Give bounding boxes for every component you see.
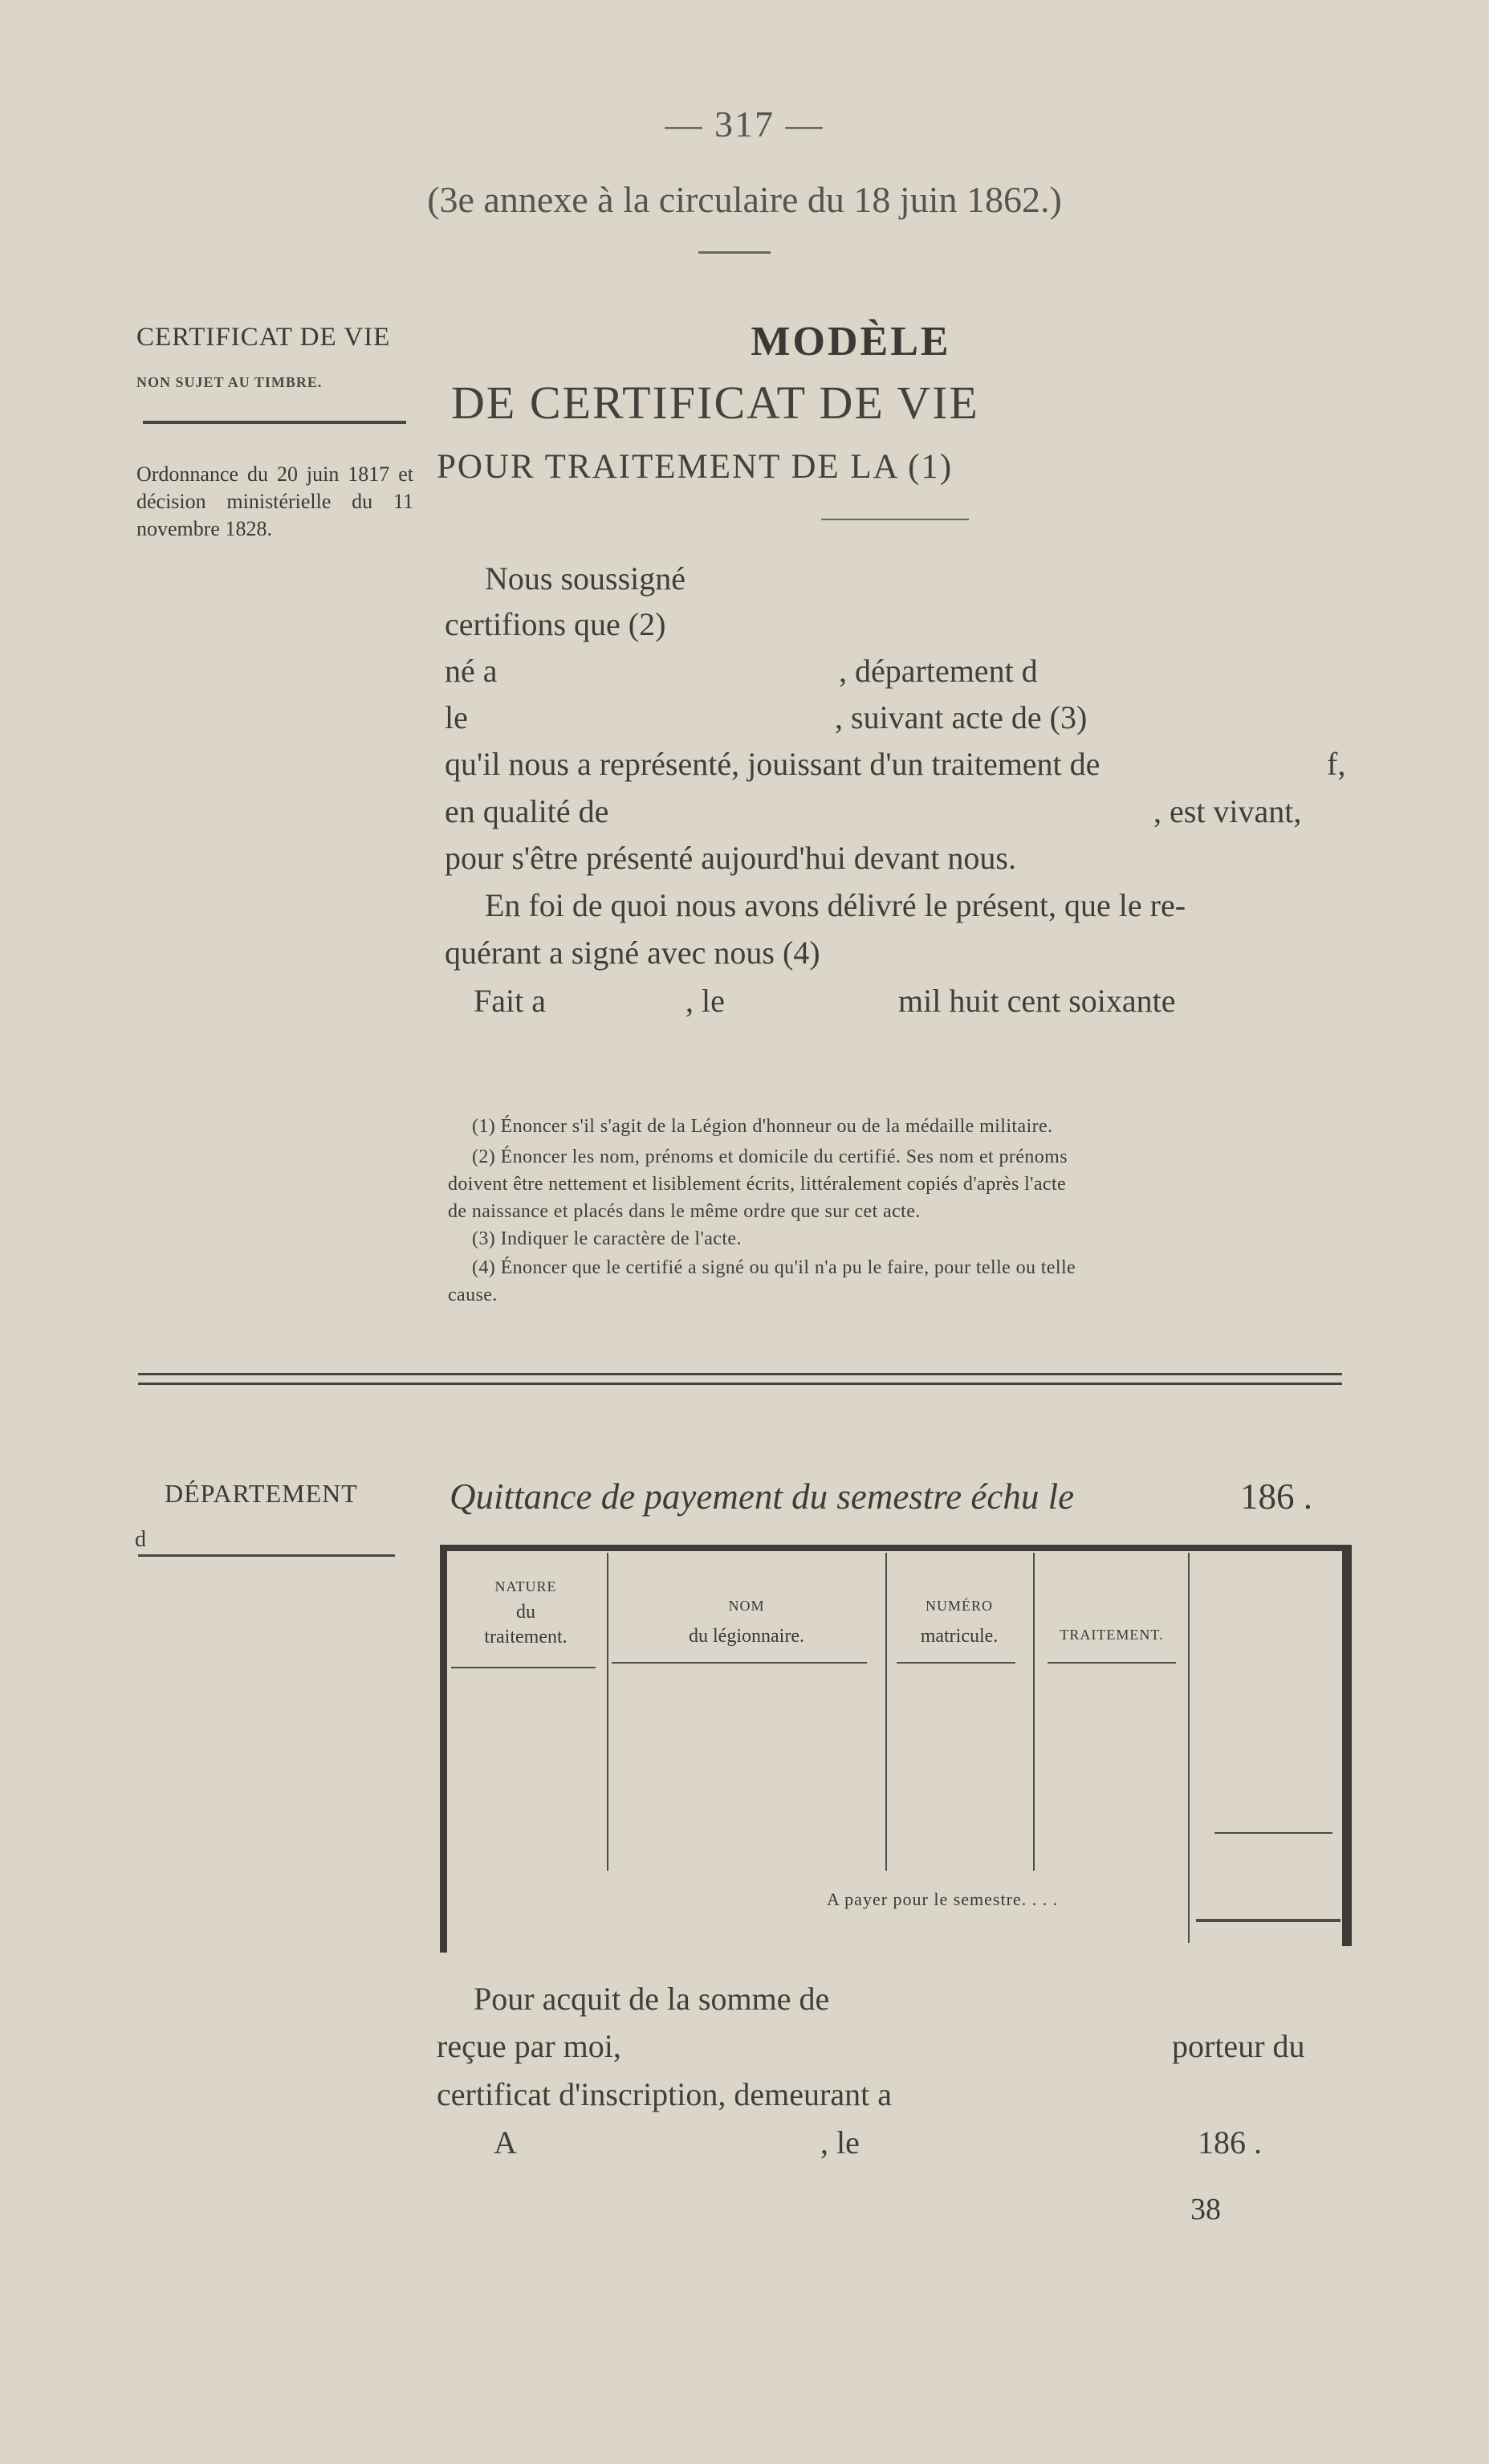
table-header-rule [451,1667,596,1668]
table-column-divider [1188,1553,1190,1943]
receipt-porteur: porteur du [1172,2028,1305,2064]
table-header-numero: NUMÉRO matricule. [920,1598,999,1647]
text-nous-soussigne: Nous soussigné [485,560,686,597]
text-en-foi: En foi de quoi nous avons délivré le présent, que le re- [485,887,1186,923]
table-a-payer-label: A payer pour le semestre. . . . [827,1889,1059,1909]
receipt-quittance-year: 186 . [1240,1476,1312,1517]
table-header-nom: NOM du légionnaire. [689,1598,804,1647]
receipt-departement-rule [138,1554,395,1557]
text-fait-a: Fait a [474,983,546,1019]
receipt-acquit: Pour acquit de la somme de [474,1981,830,2017]
text-vivant: , est vivant, [1153,793,1302,829]
footnote-2a: (2) Énoncer les nom, prénoms et domicile du certifié. Ses nom et prénoms [472,1146,1068,1167]
footnote-3: (3) Indiquer le caractère de l'acte. [472,1228,742,1249]
text-certifions: certifions que (2) [445,606,666,642]
margin-rule [143,421,406,424]
annexe-note: (3e annexe à la circulaire du 18 juin 1862.) [427,179,1062,220]
text-mil-huit-cent: mil huit cent soixante [898,983,1176,1019]
text-ne-a: né a [445,653,498,689]
title-line-2: POUR TRAITEMENT DE LA (1) [437,448,954,486]
table-column-divider [1033,1553,1035,1871]
margin-non-sujet: NON SUJET AU TIMBRE. [136,374,323,390]
text-le: le [445,699,468,735]
receipt-departement-label: DÉPARTEMENT [165,1479,358,1508]
table-top-border [445,1545,1351,1551]
table-header-nature: NATURE du traitement. [484,1578,568,1647]
table-total-rule [1214,1832,1332,1834]
header-rule [698,251,771,254]
text-fait-le: , le [686,983,725,1019]
title-line-1: DE CERTIFICAT DE VIE [451,377,979,429]
receipt-date-year: 186 . [1198,2124,1262,2161]
text-presente: pour s'être présenté aujourd'hui devant nous. [445,840,1016,876]
table-header-rule [1048,1662,1176,1664]
table-header-traitement: TRAITEMENT. [1060,1627,1164,1643]
margin-certificat-title: CERTIFICAT DE VIE [136,323,391,352]
receipt-quittance-title: Quittance de payement du semestre échu le [450,1476,1075,1517]
text-requerant: quérant a signé avec nous (4) [445,935,820,971]
section-separator-bottom [138,1383,1342,1385]
receipt-certificat-inscription: certificat d'inscription, demeurant a [437,2076,892,2112]
footnote-2b: doivent être nettement et lisiblement écrits, littéralement copiés d'après l'acte [448,1174,1067,1195]
title-rule [821,519,969,520]
table-bottom-rule [1196,1919,1341,1922]
footnote-4b: cause. [448,1285,498,1305]
text-franc-mark: f, [1327,746,1346,782]
receipt-a: A [494,2124,517,2161]
table-right-border [1342,1545,1352,1946]
table-header-rule [897,1662,1015,1664]
text-suivant-acte: , suivant acte de (3) [835,699,1088,735]
footnote-4a: (4) Énoncer que le certifié a signé ou qu'il n'a pu le faire, pour telle ou telle [472,1257,1076,1278]
receipt-departement-d: d [135,1527,146,1552]
margin-ordonnance: Ordonnance du 20 juin 1817 et décision ministérielle du 11 novembre 1828. [136,462,413,540]
text-represente: qu'il nous a représenté, jouissant d'un traitement de [445,746,1100,782]
table-header-rule [612,1662,867,1664]
footnote-1: (1) Énoncer s'il s'agit de la Légion d'honneur ou de la médaille militaire. [472,1116,1053,1137]
receipt-le: , le [820,2124,860,2161]
footnote-2c: de naissance et placés dans le même ordre que sur cet acte. [448,1201,921,1222]
page-number: — 317 — [665,104,824,145]
receipt-recue: reçue par moi, [437,2028,621,2064]
table-column-divider [607,1553,608,1871]
table-left-border [440,1545,447,1953]
section-separator-top [138,1373,1342,1375]
title-modele: MODÈLE [751,319,951,365]
text-departement: , département d [839,653,1038,689]
page-signature-number: 38 [1190,2193,1221,2226]
text-qualite: en qualité de [445,793,609,829]
